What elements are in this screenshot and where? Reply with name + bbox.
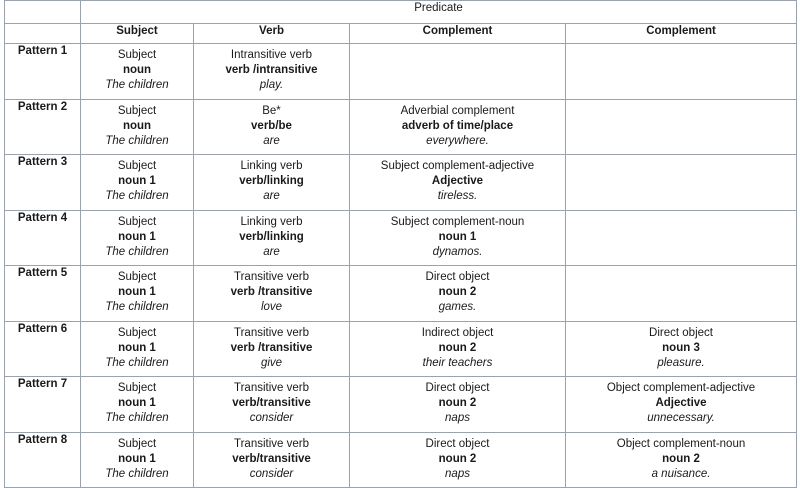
cell-line-example: everywhere. [426,134,489,147]
pattern-cell-content [350,377,565,432]
cell-line-function: Transitive verb [234,326,309,339]
pattern-cell [566,321,797,377]
cell-line-example: consider [249,412,294,425]
cell-line-example: are [263,190,280,203]
pattern-cell [566,377,797,433]
cell-line-form: noun 1 [118,341,156,354]
pattern-cell [194,377,350,433]
pattern-cell-content [350,266,565,321]
pattern-cell [81,321,194,377]
cell-line-function: Transitive verb [234,382,309,395]
table-row [5,377,797,433]
cell-line-function: Subject [117,326,157,339]
cell-line-form: verb/be [251,119,292,132]
pattern-cell-content [81,155,193,210]
pattern-cell-content [81,266,193,321]
cell-line-function: Indirect object [421,326,494,339]
cell-line-form: noun 1 [118,452,156,465]
cell-line-function: Subject [117,215,157,228]
pattern-cell [194,432,350,488]
pattern-cell [81,155,194,211]
cell-line-example: The children [105,356,169,369]
cell-line-example: The children [105,134,169,147]
cell-line-form: noun 3 [662,341,700,354]
pattern-cell [194,266,350,322]
pattern-cell [194,99,350,155]
cell-line-example: pleasure. [657,356,705,369]
pattern-label: Pattern 8 [5,432,81,488]
table-row [5,44,797,100]
table-row [5,432,797,488]
pattern-cell-content [350,100,565,155]
pattern-cell [350,44,566,100]
pattern-cell [350,210,566,266]
pattern-cell [566,44,797,100]
cell-line-form: Adjective [655,397,707,410]
cell-line-function: Direct object [425,437,490,450]
cell-line-function: Subject [117,382,157,395]
sentence-patterns-table [4,0,797,488]
pattern-cell-content [81,377,193,432]
pattern-cell-content [194,100,349,155]
pattern-cell [350,266,566,322]
cell-line-function: Be* [262,104,281,117]
cell-line-function: Object complement-noun [616,437,746,450]
pattern-cell [194,44,350,100]
table-row [5,155,797,211]
pattern-cell-content [194,155,349,210]
cell-line-example: The children [105,79,169,92]
pattern-cell [81,432,194,488]
pattern-cell-content [566,322,796,377]
pattern-cell [350,99,566,155]
cell-line-function: Direct object [425,271,490,284]
pattern-cell [566,99,797,155]
cell-line-form: noun 1 [118,230,156,243]
pattern-label: Pattern 1 [5,44,81,100]
pattern-cell [194,210,350,266]
cell-line-form: noun [122,119,152,132]
pattern-cell-content [194,322,349,377]
table-header-row-top [5,1,797,24]
cell-line-example: love [260,301,283,314]
cell-line-example: The children [105,190,169,203]
cell-line-function: Linking verb [240,160,303,173]
cell-line-form: noun 2 [438,452,477,465]
cell-line-form: noun [122,64,152,77]
column-header-2: Verb [194,24,350,44]
pattern-cell [81,377,194,433]
cell-line-form: noun 1 [438,230,477,243]
cell-line-function: Direct object [425,382,490,395]
cell-line-example: unnecessary. [647,412,715,425]
cell-line-form: verb/linking [239,175,304,188]
table-row [5,266,797,322]
cell-line-example: naps [445,467,470,480]
pattern-cell-content [81,44,193,99]
cell-line-function: Subject complement-noun [390,215,525,228]
pattern-cell-content [350,155,565,210]
pattern-cell [566,210,797,266]
cell-line-example: are [263,245,280,258]
pattern-cell-content [566,377,796,432]
cell-line-example: tireless. [437,190,478,203]
cell-line-example: give [260,356,283,369]
cell-line-example: games. [438,301,477,314]
cell-line-function: Linking verb [240,215,303,228]
cell-line-form: noun 2 [438,397,477,410]
pattern-cell-content [194,44,349,99]
cell-line-form: adverb of time/place [401,119,514,132]
pattern-cell [81,99,194,155]
cell-line-example: naps [445,412,470,425]
cell-line-example: The children [105,245,169,258]
cell-line-form: verb/transitive [232,397,311,410]
cell-line-form: noun 2 [662,452,700,465]
header-corner-cell [5,1,81,24]
pattern-cell [81,266,194,322]
cell-line-function: Subject [117,437,157,450]
cell-line-form: verb /intransitive [225,64,318,77]
pattern-cell-content [81,100,193,155]
pattern-cell [566,266,797,322]
cell-line-example: dynamos. [432,245,483,258]
cell-line-function: Subject [117,104,157,117]
cell-line-function: Transitive verb [234,271,309,284]
cell-line-form: noun 1 [118,397,156,410]
pattern-label: Pattern 4 [5,210,81,266]
cell-line-function: Transitive verb [234,437,309,450]
cell-line-form: noun 1 [118,175,156,188]
pattern-cell [566,155,797,211]
cell-line-example: The children [105,301,169,314]
pattern-cell [350,377,566,433]
pattern-cell [566,432,797,488]
table-row [5,99,797,155]
cell-line-example: a nuisance. [651,467,711,480]
cell-line-function: Subject [117,49,157,61]
pattern-cell [350,155,566,211]
pattern-cell [81,44,194,100]
cell-line-example: consider [249,467,294,480]
cell-line-function: Intransitive verb [230,49,313,61]
pattern-label: Pattern 6 [5,321,81,377]
cell-line-function: Object complement-adjective [606,382,756,395]
pattern-cell-content [350,433,565,488]
cell-line-function: Subject complement-adjective [380,160,535,173]
table-header-row-columns [5,24,797,44]
column-header-3: Complement [350,24,566,44]
pattern-cell-content [81,433,193,488]
cell-line-form: verb /transitive [230,286,313,299]
pattern-label: Pattern 3 [5,155,81,211]
pattern-cell [350,321,566,377]
table-row [5,210,797,266]
cell-line-form: noun 2 [438,286,477,299]
cell-line-example: are [263,134,280,147]
pattern-label: Pattern 2 [5,99,81,155]
pattern-cell-content [350,211,565,266]
cell-line-example: play. [259,79,284,92]
table-row [5,321,797,377]
cell-line-example: The children [105,412,169,425]
column-header-0 [5,24,81,44]
pattern-cell-content [81,211,193,266]
pattern-cell [350,432,566,488]
pattern-cell-content [350,322,565,377]
pattern-cell [194,155,350,211]
pattern-cell-content [194,377,349,432]
cell-line-function: Subject [117,160,157,173]
pattern-label: Pattern 7 [5,377,81,433]
pattern-cell-content [194,211,349,266]
header-predicate: Predicate [81,1,797,24]
cell-line-form: verb/linking [239,230,304,243]
pattern-cell-content [194,266,349,321]
cell-line-form: noun 2 [438,341,477,354]
cell-line-form: noun 1 [118,286,156,299]
cell-line-form: Adjective [431,175,484,188]
pattern-label: Pattern 5 [5,266,81,322]
cell-line-form: verb /transitive [230,341,313,354]
pattern-cell [194,321,350,377]
cell-line-example: their teachers [422,356,493,369]
pattern-cell-content [194,433,349,488]
column-header-1: Subject [81,24,194,44]
cell-line-example: The children [105,467,169,480]
cell-line-form: verb/transitive [232,452,311,465]
cell-line-function: Adverbial complement [400,104,515,117]
column-header-4: Complement [566,24,797,44]
cell-line-function: Direct object [649,326,713,339]
pattern-cell-content [81,322,193,377]
pattern-cell [81,210,194,266]
cell-line-function: Subject [117,271,157,284]
pattern-cell-content [566,433,796,488]
